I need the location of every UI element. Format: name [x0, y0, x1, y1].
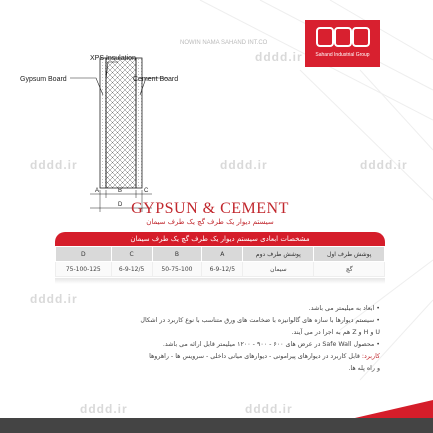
note-item: • سیستم دیوارها با سازه های گالوانیزه با ضخامت های ورق متناسب با نوع کاربرد در اشکال — [140, 317, 380, 324]
table-row — [56, 262, 385, 277]
watermark: dddd.ir — [360, 158, 408, 172]
note-item: • محصول Safe Wall در عرض های ۶۰۰ - ۹۰۰ - ۱۲۰۰ میلیمتر قابل ارائه می باشد. — [162, 341, 380, 348]
gypsum-board-label: Gypsum Board — [20, 76, 67, 83]
note-item: • ابعاد به میلیمتر می باشد. — [308, 305, 380, 312]
table-cell: 6-9-12/5 — [111, 262, 152, 277]
logo-caption: Sahand Industrial Group — [315, 52, 370, 58]
watermark: dddd.ir — [255, 50, 303, 64]
note-item: U و H و Z هم به اجرا در می آیند. — [291, 329, 380, 336]
xps-insulation-label: XPS Insulation — [90, 55, 136, 62]
spec-table-header: C — [111, 247, 152, 262]
watermark: dddd.ir — [30, 292, 78, 306]
note-item — [70, 351, 380, 363]
spec-table — [55, 232, 385, 277]
dim-a-label: A — [95, 188, 100, 194]
wall-section-diagram — [20, 40, 210, 220]
watermark: dddd.ir — [245, 402, 293, 416]
spec-table-header-row — [56, 247, 385, 262]
table-shadow — [55, 278, 385, 284]
notes-list — [70, 303, 380, 375]
watermark: dddd.ir — [220, 158, 268, 172]
table-cell: 75-100-125 — [56, 262, 112, 277]
table-cell: 50-75-100 — [152, 262, 202, 277]
note-item: و راه پله ها. — [348, 365, 380, 372]
product-title: GYPSUN & CEMENT — [131, 200, 289, 217]
table-cell: 6-9-12/5 — [202, 262, 243, 277]
company-line: NOWIN NAMA SAHAND INT.CO — [180, 40, 268, 46]
watermark: dddd.ir — [80, 402, 128, 416]
spec-table-header: D — [56, 247, 112, 262]
company-logo — [305, 20, 380, 67]
dim-b-label: B — [118, 188, 123, 194]
xps-insulation-layer — [106, 58, 136, 188]
product-subtitle: سیستم دیوار یک طرف گچ یک طرف سیمان — [146, 218, 274, 226]
footer-bar — [0, 418, 433, 433]
spec-table-header: A — [202, 247, 243, 262]
usage-label: کاربرد: — [361, 353, 380, 360]
spec-table-header: پوشش طرف دوم — [243, 247, 314, 262]
usage-text: قابل کاربرد در دیوارهای پیرامونی - دیوارهای میانی داخلی - سرویس ها - راهروها — [149, 353, 362, 360]
spec-table-header: B — [152, 247, 202, 262]
watermark: dddd.ir — [30, 158, 78, 172]
table-cell: گچ — [314, 262, 385, 277]
spec-table-header: پوشش طرف اول — [314, 247, 385, 262]
table-cell: سیمان — [243, 262, 314, 277]
dim-c-label: C — [144, 188, 149, 194]
spec-table-heading: مشخصات ابعادی سیستم دیوار یک طرف گچ یک طرف سیمان — [55, 232, 385, 246]
snn-logo-mark — [305, 22, 380, 52]
gypsum-board-layer — [100, 58, 106, 188]
dim-d-label: D — [118, 202, 123, 208]
cement-board-label: Cement Board — [133, 76, 179, 83]
